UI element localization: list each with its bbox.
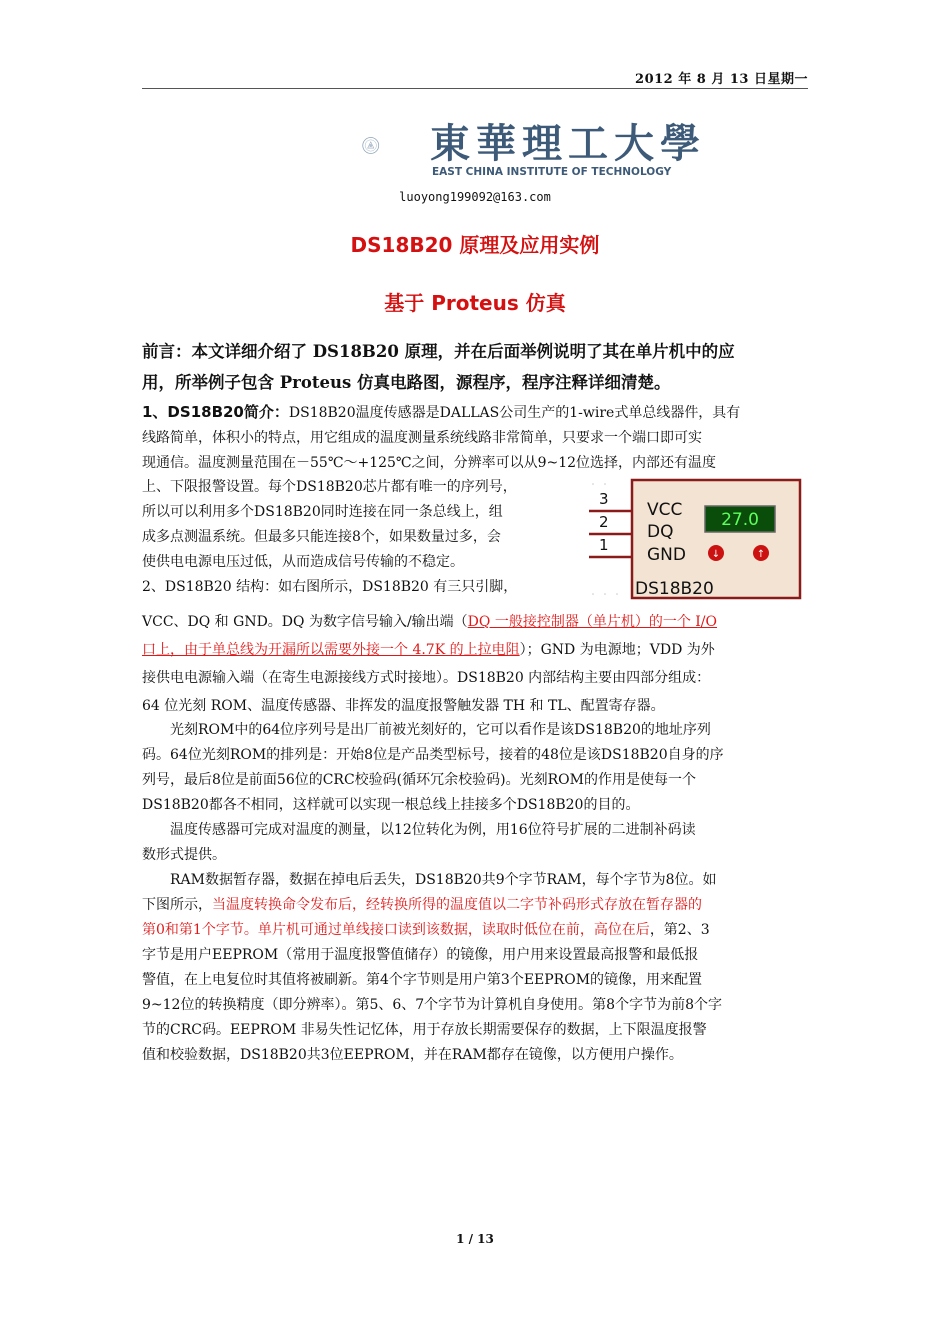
- text-line: RAM数据暂存器，数据在掉电后丢失，DS18B20共9个字节RAM，每个字节为8位。如: [170, 872, 717, 888]
- university-name-logo: 東華理工大學: [430, 120, 706, 167]
- text-line: 下图所示，: [142, 897, 212, 913]
- text-line: 如右图所示，DS18B20 有三只引脚，: [278, 579, 518, 595]
- text-line: 节的CRC码。EEPROM 非易失性记忆体，用于存放长期需要保存的数据，上下限温度报警: [142, 1022, 707, 1038]
- section-intro-wrap: [142, 475, 572, 600]
- highlight-text: 当温度转换命令发布后，经转换所得的温度值以二字节补码形式存放在暂存器的: [212, 897, 702, 913]
- pin-label-vcc: VCC: [647, 500, 683, 520]
- section-heading: 2、DS18B20 结构：: [142, 579, 279, 595]
- document-title: DS18B20 原理及应用实例: [350, 233, 600, 257]
- university-english-name: EAST CHINA INSTITUTE OF TECHNOLOGY: [432, 166, 672, 178]
- pin-number: 2: [599, 513, 609, 531]
- ds18b20-proteus-diagram: [585, 478, 810, 602]
- pin-label-dq: DQ: [647, 522, 674, 542]
- header-date: 2012 年 8 月 13 日星期一: [635, 72, 808, 87]
- rom-paragraph: [142, 718, 808, 818]
- pin-number: 3: [599, 490, 609, 508]
- text-line: 所以可以利用多个DS18B20同时连接在同一条总线上，组: [142, 504, 503, 520]
- increase-temp-button[interactable]: [753, 545, 769, 561]
- temperature-readout: 27.0: [721, 510, 759, 530]
- pin-label-gnd: GND: [647, 545, 686, 565]
- text-line: 成多点测温系统。但最多只能连接8个，如果数量过多，会: [142, 529, 501, 545]
- text-line: 线路简单，体积小的特点，用它组成的温度测量系统线路非常简单，只要求一个端口即可实: [142, 430, 702, 446]
- header-rule: [142, 88, 808, 89]
- text-line: 温度传感器可完成对温度的测量，以12位转化为例，用16位符号扩展的二进制补码读: [170, 822, 696, 838]
- text-line: DS18B20温度传感器是DALLAS公司生产的1-wire式单总线器件，具有: [288, 405, 741, 421]
- decrease-temp-button[interactable]: [708, 545, 724, 561]
- svg-text:↓: ↓: [711, 549, 721, 560]
- text-line: 警值，在上电复位时其值将被刷新。第4个字节则是用户第3个EEPROM的镜像，用来配置: [142, 972, 703, 988]
- page-number: 1 / 13: [456, 1232, 494, 1246]
- text-line: 数形式提供。: [142, 847, 226, 863]
- text-line: 9~12位的转换精度（即分辨率）。第5、6、7个字节为计算机自身使用。第8个字节为前8个字: [142, 997, 722, 1013]
- preface: [142, 336, 808, 398]
- text-line: 上、下限报警设置。每个DS18B20芯片都有唯一的序列号，: [142, 479, 517, 495]
- sensor-paragraph: [142, 818, 808, 868]
- text-line: 接供电电源输入端（在寄生电源接线方式时接地）。DS18B20 内部结构主要由四部分组成：: [142, 670, 711, 686]
- text-line: 现通信。温度测量范围在－55℃～+125℃之间，分辨率可以从9~12位选择，内部还有温度: [142, 455, 717, 471]
- chip-name: DS18B20: [635, 579, 714, 599]
- text-line: VCC、DQ 和 GND。DQ 为数字信号输入/输出端（: [142, 614, 468, 630]
- text-line: 字节是用户EEPROM（常用于温度报警值储存）的镜像，用户用来设置最高报警和最低报: [142, 947, 699, 963]
- text-line: 64 位光刻 ROM、温度传感器、非挥发的温度报警触发器 TH 和 TL、配置寄存器。: [142, 698, 665, 714]
- pin-number: 1: [599, 536, 609, 554]
- text-line: 使供电电源电压过低，从而造成信号传输的不稳定。: [142, 554, 464, 570]
- text-line: ，第2、3: [649, 922, 710, 938]
- text-line: ）；GND 为电源地；VDD 为外: [519, 642, 715, 658]
- highlight-text: DQ 一般接控制器（单片机）的一个 I/O: [467, 614, 717, 630]
- highlight-text: 口上，由于单总线为开漏所以需要外接一个 4.7K 的上拉电阻: [142, 642, 520, 658]
- svg-text:↑: ↑: [756, 549, 766, 560]
- highlight-text: 第0和第1个字节。单片机可通过单线接口读到该数据，读取时低位在前，高位在后: [142, 922, 650, 938]
- text-line: 值和校验数据，DS18B20共3位EEPROM，并在RAM都存在镜像，以方便用户操作。: [142, 1047, 683, 1063]
- text-line: 光刻ROM中的64位序列号是出厂前被光刻好的，它可以看作是该DS18B20的地址序列: [170, 722, 711, 738]
- text-line: 列号，最后8位是前面56位的CRC校验码(循环冗余校验码)。光刻ROM的作用是使每一个: [142, 772, 696, 788]
- document-subtitle: 基于 Proteus 仿真: [384, 291, 566, 315]
- text-line: DS18B20都各不相同，这样就可以实现一根总线上挂接多个DS18B20的目的。: [142, 797, 640, 813]
- preface-line: 用，所举例子包含 Proteus 仿真电路图，源程序，程序注释详细清楚。: [142, 373, 671, 392]
- section-heading: 1、DS18B20简介：: [142, 403, 289, 421]
- section-intro: [142, 400, 808, 476]
- author-email: luoyong199092@163.com: [399, 190, 551, 204]
- ram-paragraph: [142, 868, 808, 1068]
- text-line: 码。64位光刻ROM的排列是：开始8位是产品类型标号，接着的48位是该DS18B20自身的序: [142, 747, 724, 763]
- preface-line: 前言：本文详细介绍了 DS18B20 原理，并在后面举例说明了其在单片机中的应: [142, 342, 735, 361]
- university-seal-icon: [362, 110, 434, 182]
- section-structure: [142, 608, 808, 720]
